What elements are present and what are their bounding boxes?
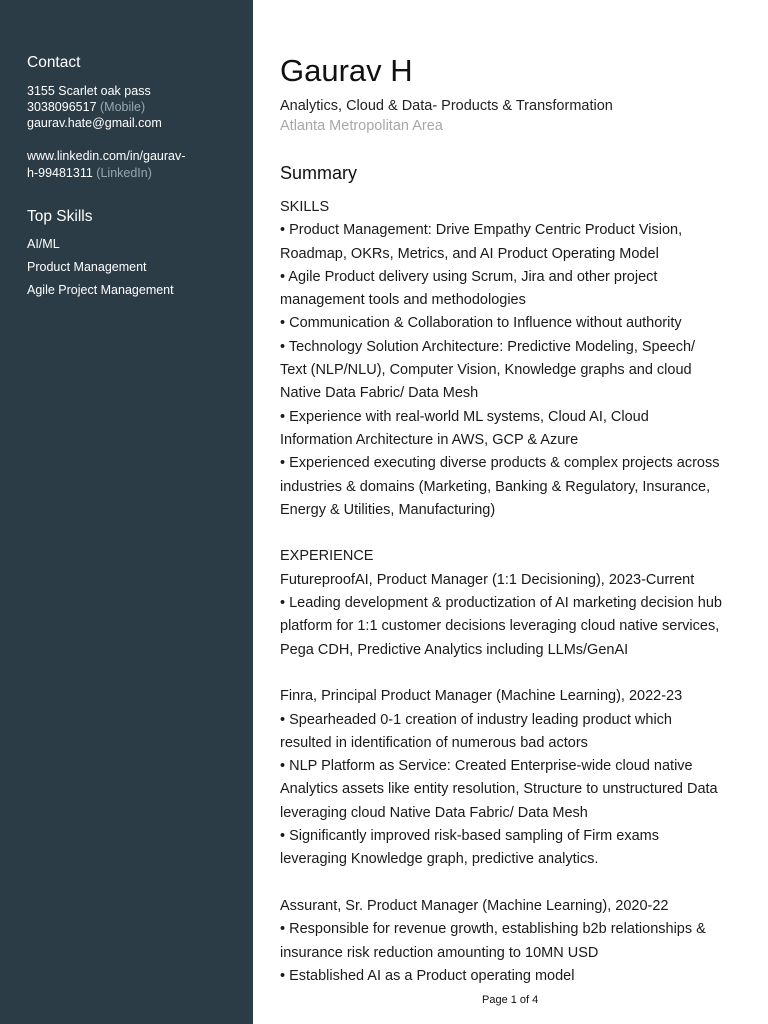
email-link[interactable]: gaurav.hate@gmail.com <box>27 116 162 130</box>
profile-name: Gaurav H <box>280 53 413 88</box>
summary-line: insurance risk reduction amounting to 10MN USD <box>280 944 599 961</box>
summary-line: Energy & Utilities, Manufacturing) <box>280 501 496 518</box>
address: 3155 Scarlet oak pass <box>27 84 151 98</box>
profile-location: Atlanta Metropolitan Area <box>280 118 443 134</box>
blank-line <box>280 522 760 545</box>
summary-line: resulted in identification of numerous bad actors <box>280 734 588 751</box>
summary-line: Pega CDH, Predictive Analytics including LLMs/GenAI <box>280 641 629 658</box>
summary-line: • Spearheaded 0-1 creation of industry leading product which <box>280 711 672 728</box>
summary-line: SKILLS <box>280 199 330 215</box>
summary-line: • Experience with real-world ML systems, Cloud AI, Cloud <box>280 408 649 425</box>
linkedin-link[interactable]: www.linkedin.com/in/gaurav- <box>27 149 186 163</box>
summary-line: leveraging Knowledge graph, predictive analytics. <box>280 851 599 868</box>
summary-line: • Experienced executing diverse products & complex projects across <box>280 455 720 472</box>
skill-item: Agile Project Management <box>27 283 174 297</box>
blank-line <box>280 662 760 685</box>
summary-line: Roadmap, OKRs, Metrics, and AI Product Operating Model <box>280 245 659 262</box>
page-number: Page 1 of 4 <box>482 994 539 1006</box>
contact-title: Contact <box>27 54 81 71</box>
profile-headline: Analytics, Cloud & Data- Products & Transformation <box>280 98 613 114</box>
skill-item: Product Management <box>27 260 147 274</box>
linkedin-line2[interactable] <box>27 165 152 181</box>
summary-line: Native Data Fabric/ Data Mesh <box>280 385 479 402</box>
summary-line: • Responsible for revenue growth, establishing b2b relationships & <box>280 921 706 938</box>
top-skills-title: Top Skills <box>27 208 93 225</box>
summary-line: • Communication & Collaboration to Influence without authority <box>280 315 682 332</box>
summary-line: • Established AI as a Product operating model <box>280 967 575 984</box>
summary-line: EXPERIENCE <box>280 548 374 565</box>
summary-line: management tools and methodologies <box>280 292 526 309</box>
summary-line: leveraging cloud Native Data Fabric/ Data Mesh <box>280 804 588 821</box>
phone-tag: (Mobile) <box>100 100 146 114</box>
skill-item: AI/ML <box>27 237 60 251</box>
phone-number: 3038096517 <box>27 100 97 114</box>
linkedin-url-end[interactable]: h-99481311 <box>27 166 93 180</box>
summary-line: Assurant, Sr. Product Manager (Machine Learning), 2020-22 <box>280 897 669 914</box>
summary-line: FutureproofAI, Product Manager (1:1 Decisioning), 2023-Current <box>280 571 695 588</box>
summary-line: Text (NLP/NLU), Computer Vision, Knowledge graphs and cloud <box>280 362 692 379</box>
summary-body <box>280 196 760 988</box>
summary-line: • NLP Platform as Service: Created Enterprise-wide cloud native <box>280 758 693 775</box>
summary-line: • Product Management: Drive Empathy Centric Product Vision, <box>280 222 683 239</box>
summary-line: industries & domains (Marketing, Banking & Regulatory, Insurance, <box>280 478 711 495</box>
summary-line: • Leading development & productization of AI marketing decision hub <box>280 595 722 612</box>
blank-line <box>280 872 760 895</box>
summary-line: platform for 1:1 customer decisions leveraging cloud native services, <box>280 618 720 635</box>
summary-line: • Agile Product delivery using Scrum, Jira and other project <box>280 268 658 285</box>
summary-line: Finra, Principal Product Manager (Machine Learning), 2022-23 <box>280 688 683 705</box>
summary-title: Summary <box>280 163 358 183</box>
summary-line: • Significantly improved risk-based sampling of Firm exams <box>280 828 659 845</box>
summary-line: Analytics assets like entity resolution, Structure to unstructured Data <box>280 781 718 798</box>
summary-line: Information Architecture in AWS, GCP & Azure <box>280 431 579 448</box>
phone-line <box>27 99 145 115</box>
sidebar <box>0 0 253 1024</box>
summary-line: • Technology Solution Architecture: Predictive Modeling, Speech/ <box>280 338 696 355</box>
linkedin-tag: (LinkedIn) <box>96 166 152 180</box>
